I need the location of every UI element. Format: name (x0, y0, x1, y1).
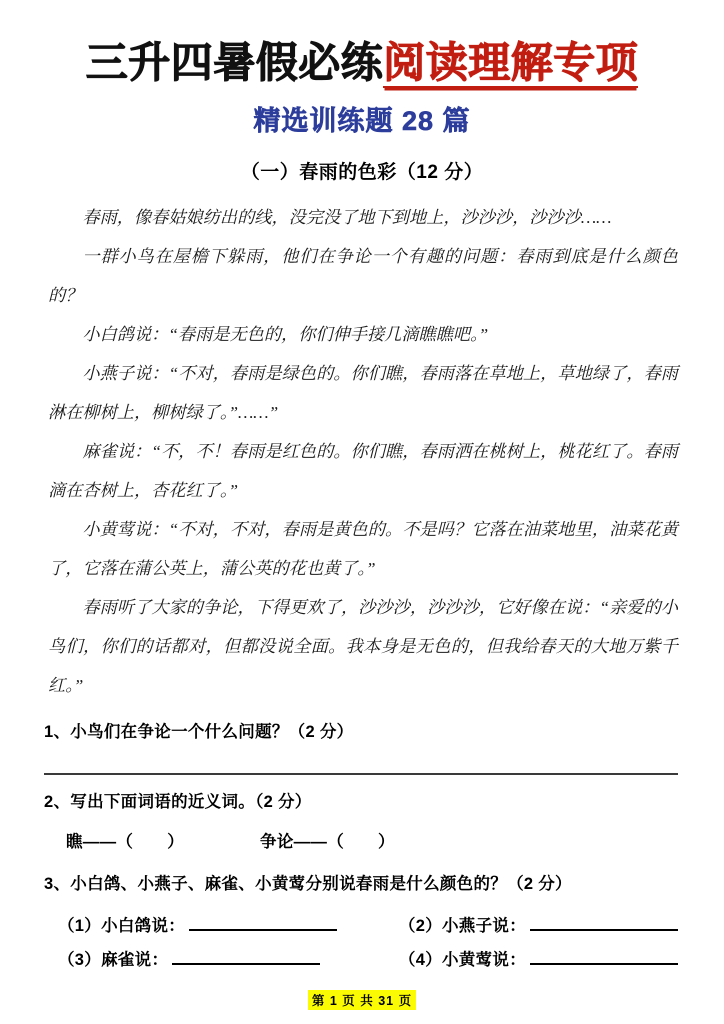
blank-label-4: （4）小黄莺说： (398, 951, 526, 969)
blank-label-3: （3）麻雀说： (58, 951, 169, 969)
blank-label-1: （1）小白鸽说： (58, 917, 186, 935)
blank-line-3[interactable] (172, 946, 320, 965)
questions-section (44, 717, 678, 977)
question-2-text: 2、写出下面词语的近义词。（2 分） (44, 793, 312, 811)
synonym-close-1: ） (167, 833, 185, 851)
passage-paragraph: 小白鸽说：“春雨是无色的，你们伸手接几滴瞧瞧吧。” (82, 325, 489, 344)
blank-item-4 (399, 943, 678, 977)
page-footer (0, 990, 724, 1010)
question-1-answer-line[interactable] (44, 773, 678, 775)
synonym-word-1: 瞧——（ (66, 833, 134, 851)
masthead (0, 0, 724, 135)
subtitle: 精选训练题 28 篇 (253, 106, 471, 136)
blank-item-3 (58, 943, 399, 977)
question-3-text: 3、小白鸽、小燕子、麻雀、小黄莺分别说春雨是什么颜色的？（2 分） (44, 875, 572, 893)
blank-line-4[interactable] (530, 946, 678, 965)
blank-line-2[interactable] (530, 912, 678, 931)
section-heading: （一）春雨的色彩（12 分） (240, 162, 484, 183)
question-3-blank-row (44, 909, 678, 943)
passage-paragraph: 春雨听了大家的争论，下得更欢了，沙沙沙，沙沙沙，它好像在说：“亲爱的小鸟们，你们的话都对，但都没说全面。我本身是无色的，但我给春天的大地万紫千红。” (48, 598, 678, 695)
passage-paragraph: 麻雀说：“不，不！春雨是红色的。你们瞧，春雨洒在桃树上，桃花红了。春雨滴在杏树上，杏花红了。” (48, 442, 678, 500)
question-3-blanks-grid (44, 909, 678, 977)
reading-passage (48, 198, 678, 705)
page-number-badge: 第 1 页 共 31 页 (308, 990, 416, 1010)
main-title-red-part: 阅读理解专项 (383, 39, 639, 86)
passage-paragraph: 小燕子说：“不对，春雨是绿色的。你们瞧，春雨落在草地上，草地绿了，春雨淋在柳树上，柳树绿了。”……” (48, 364, 678, 422)
synonym-word-2: 争论——（ (260, 833, 345, 851)
main-title-black-part: 三升四暑假必练 (85, 39, 384, 86)
passage-paragraph: 春雨，像春姑娘纺出的线，没完没了地下到地上，沙沙沙，沙沙沙…… (82, 208, 612, 227)
passage-paragraph: 一群小鸟在屋檐下躲雨，他们在争论一个有趣的问题：春雨到底是什么颜色的？ (48, 247, 678, 305)
question-3-blank-row (44, 943, 678, 977)
synonym-blank-2[interactable] (260, 827, 395, 857)
blank-item-1 (58, 909, 399, 943)
main-title (85, 39, 639, 88)
synonym-close-2: ） (378, 833, 395, 851)
synonym-blank-1[interactable] (66, 827, 184, 857)
blank-item-2 (399, 909, 678, 943)
question-1-text: 1、小鸟们在争论一个什么问题？（2 分） (44, 723, 354, 741)
blank-line-1[interactable] (189, 912, 337, 931)
blank-label-2: （2）小燕子说： (398, 917, 526, 935)
question-2-synonym-row (44, 827, 678, 857)
passage-paragraph: 小黄莺说：“不对，不对，春雨是黄色的。不是吗？它落在油菜地里，油菜花黄了，它落在蒲公英上，蒲公英的花也黄了。” (48, 520, 678, 578)
